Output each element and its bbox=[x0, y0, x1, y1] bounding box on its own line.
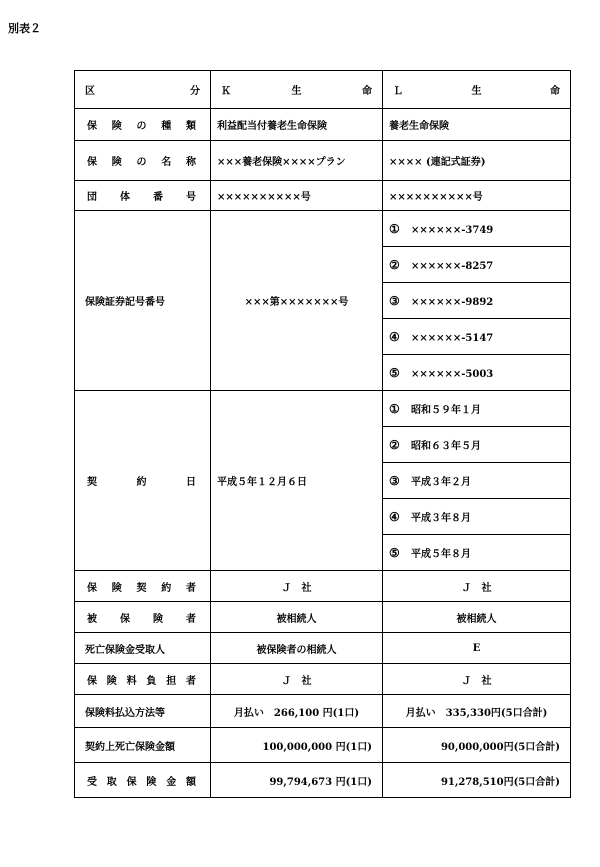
label-payment: 保険料払込方法等 bbox=[75, 695, 211, 728]
insurance-table bbox=[74, 70, 571, 798]
row-kind bbox=[75, 109, 571, 141]
circled-number: ③ bbox=[389, 474, 400, 488]
row-payment bbox=[75, 695, 571, 728]
label-group: 団体番号 bbox=[75, 181, 211, 211]
row-amount bbox=[75, 728, 571, 763]
k-insured: 被相続人 bbox=[211, 602, 383, 633]
k-kind: 利益配当付養老生命保険 bbox=[211, 109, 383, 141]
k-amount: 100,000,000 円(1口) bbox=[211, 728, 383, 763]
l-group: ××××××××××号 bbox=[383, 181, 571, 211]
circled-number: ⑤ bbox=[389, 365, 400, 380]
header-l-life: Ｌ 生 命 bbox=[383, 71, 571, 109]
contract-date: 昭和６３年５月 bbox=[411, 441, 481, 452]
label-amount: 契約上死亡保険金額 bbox=[75, 728, 211, 763]
header-row bbox=[75, 71, 571, 109]
l-cert-item bbox=[383, 355, 571, 391]
k-group: ××××××××××号 bbox=[211, 181, 383, 211]
cert-number: ××××××-5147 bbox=[411, 332, 494, 344]
l-name: ×××× (連記式証券) bbox=[383, 141, 571, 181]
l-cert-item bbox=[383, 211, 571, 247]
label-date: 契約日 bbox=[75, 391, 211, 571]
label-holder: 保険契約者 bbox=[75, 571, 211, 602]
row-holder bbox=[75, 571, 571, 602]
l-insured: 被相続人 bbox=[383, 602, 571, 633]
row-cert-1 bbox=[75, 211, 571, 247]
circled-number: ④ bbox=[389, 510, 400, 524]
label-payer: 保険料負担者 bbox=[75, 664, 211, 695]
k-date: 平成５年１２月６日 bbox=[211, 391, 383, 571]
circled-number: ① bbox=[389, 221, 400, 236]
cert-number: ××××××-3749 bbox=[411, 224, 494, 236]
k-received: 99,794,673 円(1口) bbox=[211, 763, 383, 798]
circled-number: ④ bbox=[389, 329, 400, 344]
cert-number: ××××××-9892 bbox=[411, 296, 494, 308]
l-amount: 90,000,000円(5口合計) bbox=[383, 728, 571, 763]
label-cert: 保険証券記号番号 bbox=[75, 211, 211, 391]
k-payer: Ｊ 社 bbox=[211, 664, 383, 695]
cert-number: ××××××-5003 bbox=[411, 368, 494, 380]
circled-number: ③ bbox=[389, 293, 400, 308]
document-title: 別表２ bbox=[8, 22, 41, 35]
l-date-item bbox=[383, 427, 571, 463]
circled-number: ② bbox=[389, 438, 400, 452]
contract-date: 平成３年２月 bbox=[411, 477, 471, 488]
label-kind: 保険の種類 bbox=[75, 109, 211, 141]
label-name: 保険の名称 bbox=[75, 141, 211, 181]
circled-number: ⑤ bbox=[389, 546, 400, 560]
label-insured: 被保険者 bbox=[75, 602, 211, 633]
circled-number: ② bbox=[389, 257, 400, 272]
contract-date: 平成３年８月 bbox=[411, 513, 471, 524]
header-k-life: Ｋ 生 命 bbox=[211, 71, 383, 109]
l-payer: Ｊ 社 bbox=[383, 664, 571, 695]
l-cert-item bbox=[383, 247, 571, 283]
l-beneficiary: E bbox=[383, 633, 571, 664]
l-holder: Ｊ 社 bbox=[383, 571, 571, 602]
row-name bbox=[75, 141, 571, 181]
header-category: 区 分 bbox=[75, 71, 211, 109]
l-payment: 月払い 335,330円(5口合計) bbox=[383, 695, 571, 728]
cert-number: ××××××-8257 bbox=[411, 260, 494, 272]
l-kind: 養老生命保険 bbox=[383, 109, 571, 141]
l-date-item bbox=[383, 499, 571, 535]
k-payment: 月払い 266,100 円(1口) bbox=[211, 695, 383, 728]
row-payer bbox=[75, 664, 571, 695]
k-holder: Ｊ 社 bbox=[211, 571, 383, 602]
row-date-1 bbox=[75, 391, 571, 427]
row-received bbox=[75, 763, 571, 798]
row-insured bbox=[75, 602, 571, 633]
l-date-item bbox=[383, 463, 571, 499]
circled-number: ① bbox=[389, 402, 400, 416]
label-received: 受取保険金額 bbox=[75, 763, 211, 798]
row-group bbox=[75, 181, 571, 211]
label-beneficiary: 死亡保険金受取人 bbox=[75, 633, 211, 664]
l-cert-item bbox=[383, 283, 571, 319]
l-date-item bbox=[383, 535, 571, 571]
k-name: ×××養老保険××××プラン bbox=[211, 141, 383, 181]
k-cert: ×××第×××××××号 bbox=[211, 211, 383, 391]
l-cert-item bbox=[383, 319, 571, 355]
l-received: 91,278,510円(5口合計) bbox=[383, 763, 571, 798]
l-date-item bbox=[383, 391, 571, 427]
k-beneficiary: 被保険者の相続人 bbox=[211, 633, 383, 664]
contract-date: 昭和５９年１月 bbox=[411, 405, 481, 416]
row-beneficiary bbox=[75, 633, 571, 664]
contract-date: 平成５年８月 bbox=[411, 549, 471, 560]
